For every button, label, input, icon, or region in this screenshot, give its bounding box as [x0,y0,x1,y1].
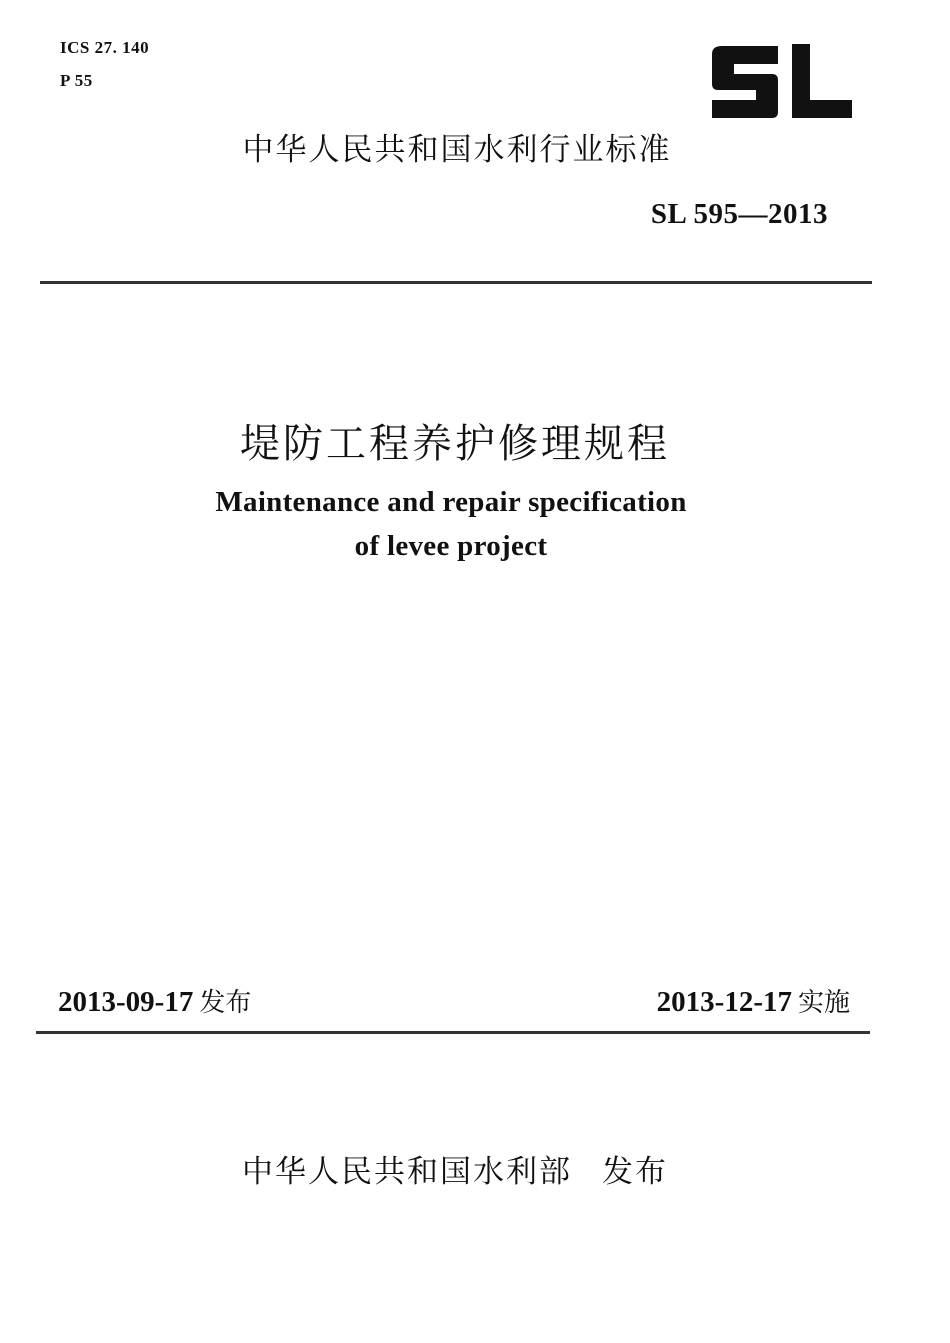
top-divider [40,281,872,284]
title-english-line1: Maintenance and repair specification [215,486,687,518]
publish-date [58,982,251,1019]
standard-category: 中华人民共和国水利行业标准 [242,132,672,168]
bottom-divider [36,1031,870,1034]
classification-code: P 55 [60,71,93,90]
publish-date-value: 2013-09-17 [58,986,194,1018]
title-chinese: 堤防工程养护修理规程 [240,421,670,467]
ics-code: ICS 27. 140 [60,38,150,57]
sl-logo [706,40,856,124]
standard-number: SL 595—2013 [650,198,828,230]
publish-date-label: 发布 [199,988,252,1018]
issuer-name: 中华人民共和国水利部 [242,1154,572,1190]
implement-date-label: 实施 [797,988,850,1018]
issuer [0,1146,910,1191]
title-english-line2: of levee project [354,530,548,562]
issuer-action: 发布 [602,1154,668,1190]
implement-date-value: 2013-12-17 [656,986,792,1018]
implement-date [657,982,850,1019]
